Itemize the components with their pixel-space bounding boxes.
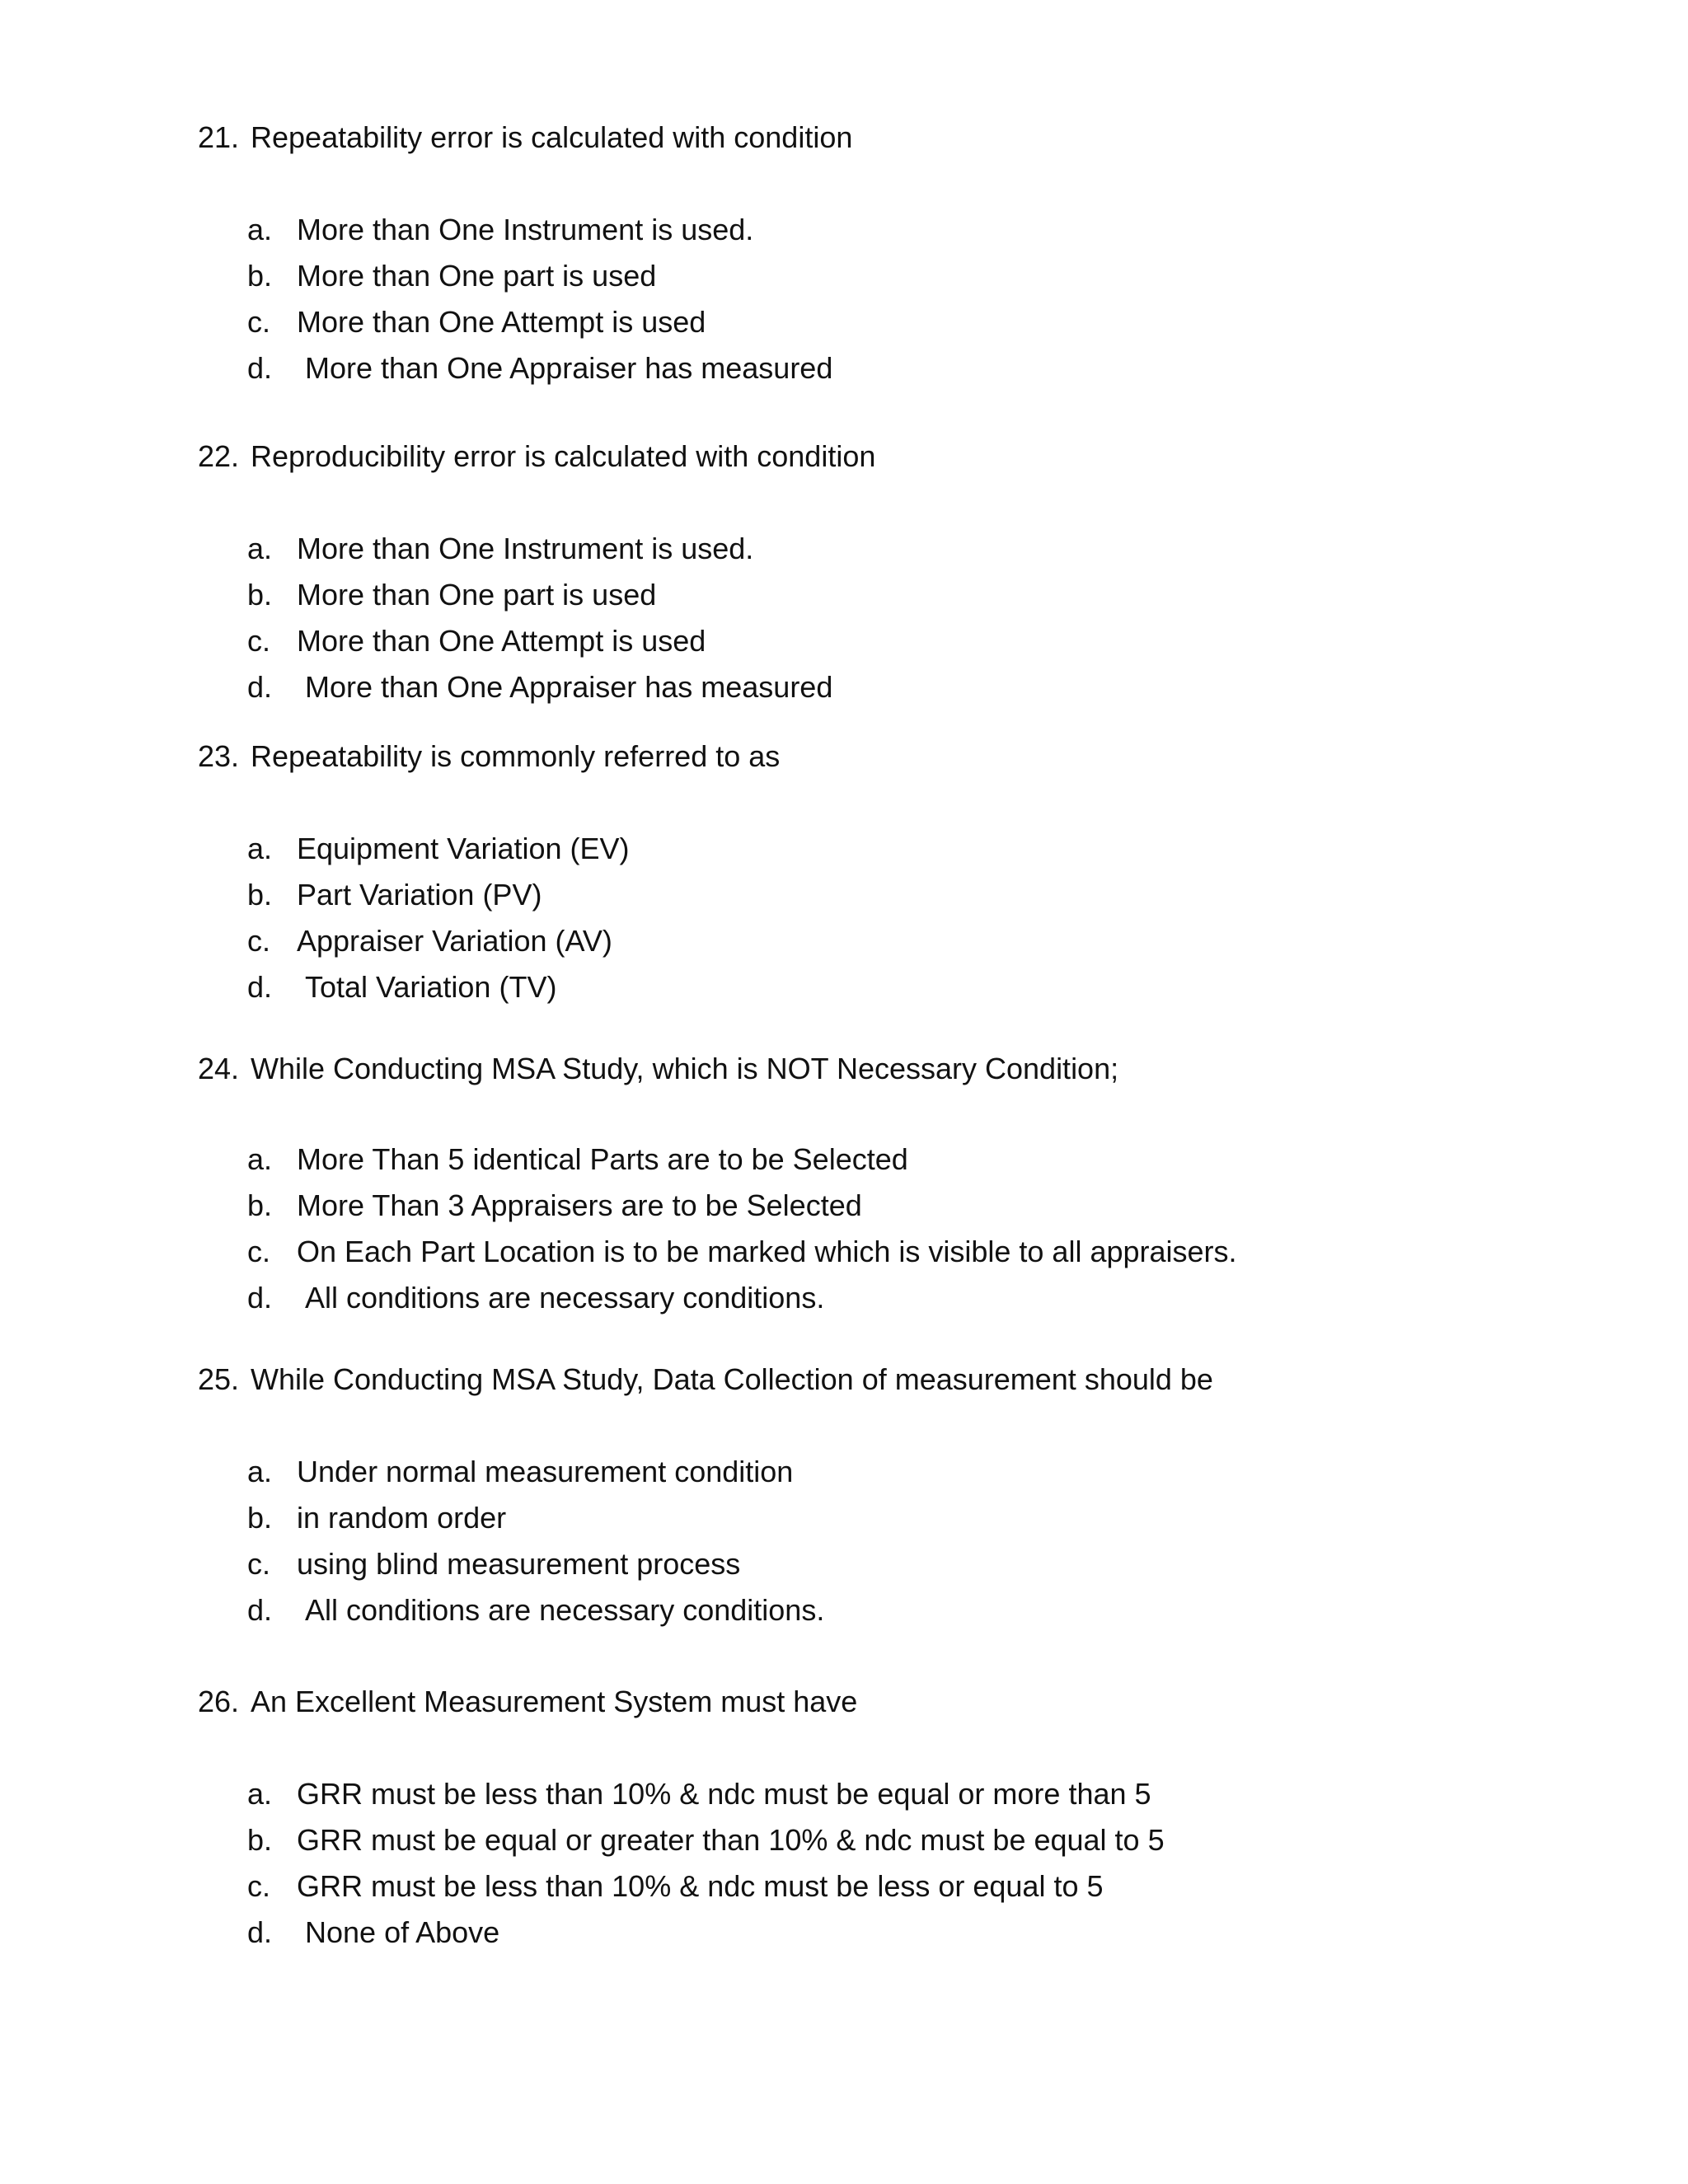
option-letter: b. xyxy=(247,1188,273,1222)
option-text: Equipment Variation (EV) xyxy=(297,832,630,865)
option-letter: b. xyxy=(247,578,273,612)
option-text: On Each Part Location is to be marked which is visible to all appraisers. xyxy=(297,1235,1237,1268)
option-text: More than One Appraiser has measured xyxy=(305,670,833,704)
question-heading xyxy=(198,1360,1599,1399)
option-text: More than One Attempt is used xyxy=(297,624,706,658)
option-text: GRR must be less than 10% & ndc must be less or equal to 5 xyxy=(297,1869,1104,1903)
option-text: None of Above xyxy=(305,1915,500,1949)
question-text: Repeatability error is calculated with condition xyxy=(251,120,853,154)
question-text: While Conducting MSA Study, Data Collection of measurement should be xyxy=(251,1362,1213,1396)
question-24 xyxy=(198,1049,1599,1315)
option-letter: c. xyxy=(247,924,271,958)
option-letter: d. xyxy=(247,351,273,385)
option-text: GRR must be equal or greater than 10% & ndc must be equal to 5 xyxy=(297,1823,1165,1857)
option-letter: d. xyxy=(247,1915,273,1949)
option-letter: d. xyxy=(247,1281,273,1315)
option-text: More than One part is used xyxy=(297,578,657,612)
option-letter: b. xyxy=(247,1501,273,1535)
option-letter: b. xyxy=(247,1823,273,1857)
question-25 xyxy=(198,1360,1599,1627)
option-text: Part Variation (PV) xyxy=(297,878,542,912)
question-text: Reproducibility error is calculated with condition xyxy=(251,439,876,473)
option-text: using blind measurement process xyxy=(297,1547,741,1581)
question-number: 25. xyxy=(198,1362,240,1396)
option-text: More than One Attempt is used xyxy=(297,305,706,339)
question-23 xyxy=(198,737,1599,1004)
question-text: An Excellent Measurement System must have xyxy=(251,1685,858,1718)
question-number: 21. xyxy=(198,120,240,154)
option-text: GRR must be less than 10% & ndc must be equal or more than 5 xyxy=(297,1777,1151,1811)
question-text: While Conducting MSA Study, which is NOT Necessary Condition; xyxy=(251,1052,1119,1085)
option-letter: a. xyxy=(247,213,273,246)
question-heading xyxy=(198,1682,1599,1722)
option-text: in random order xyxy=(297,1501,507,1535)
option-letter: d. xyxy=(247,970,273,1004)
question-heading xyxy=(198,437,1599,476)
option-letter: c. xyxy=(247,624,271,658)
option-text: Total Variation (TV) xyxy=(305,970,557,1004)
option-letter: a. xyxy=(247,1777,273,1811)
option-letter: a. xyxy=(247,1142,273,1176)
option-letter: c. xyxy=(247,1869,271,1903)
question-number: 24. xyxy=(198,1052,240,1085)
question-heading xyxy=(198,737,1599,776)
option-text: More Than 3 Appraisers are to be Selected xyxy=(297,1188,862,1222)
question-heading xyxy=(198,1049,1599,1089)
option-letter: b. xyxy=(247,259,273,293)
option-letter: a. xyxy=(247,532,273,565)
option-letter: d. xyxy=(247,670,273,704)
option-text: Under normal measurement condition xyxy=(297,1455,794,1488)
option-text: More Than 5 identical Parts are to be Selected xyxy=(297,1142,908,1176)
question-text: Repeatability is commonly referred to as xyxy=(251,739,781,773)
question-22 xyxy=(198,437,1599,704)
question-heading xyxy=(198,118,1599,157)
option-text: More than One Appraiser has measured xyxy=(305,351,833,385)
option-letter: c. xyxy=(247,1235,271,1268)
option-text: All conditions are necessary conditions. xyxy=(305,1281,825,1315)
option-text: More than One Instrument is used. xyxy=(297,213,754,246)
option-letter: d. xyxy=(247,1593,273,1627)
question-number: 26. xyxy=(198,1685,240,1718)
question-26 xyxy=(198,1682,1599,1949)
option-text: More than One part is used xyxy=(297,259,657,293)
option-text: All conditions are necessary conditions. xyxy=(305,1593,825,1627)
option-text: More than One Instrument is used. xyxy=(297,532,754,565)
option-text: Appraiser Variation (AV) xyxy=(297,924,612,958)
question-21 xyxy=(198,118,1599,385)
option-letter: a. xyxy=(247,832,273,865)
option-letter: c. xyxy=(247,1547,271,1581)
option-letter: a. xyxy=(247,1455,273,1488)
option-letter: c. xyxy=(247,305,271,339)
question-number: 23. xyxy=(198,739,240,773)
option-letter: b. xyxy=(247,878,273,912)
question-number: 22. xyxy=(198,439,240,473)
